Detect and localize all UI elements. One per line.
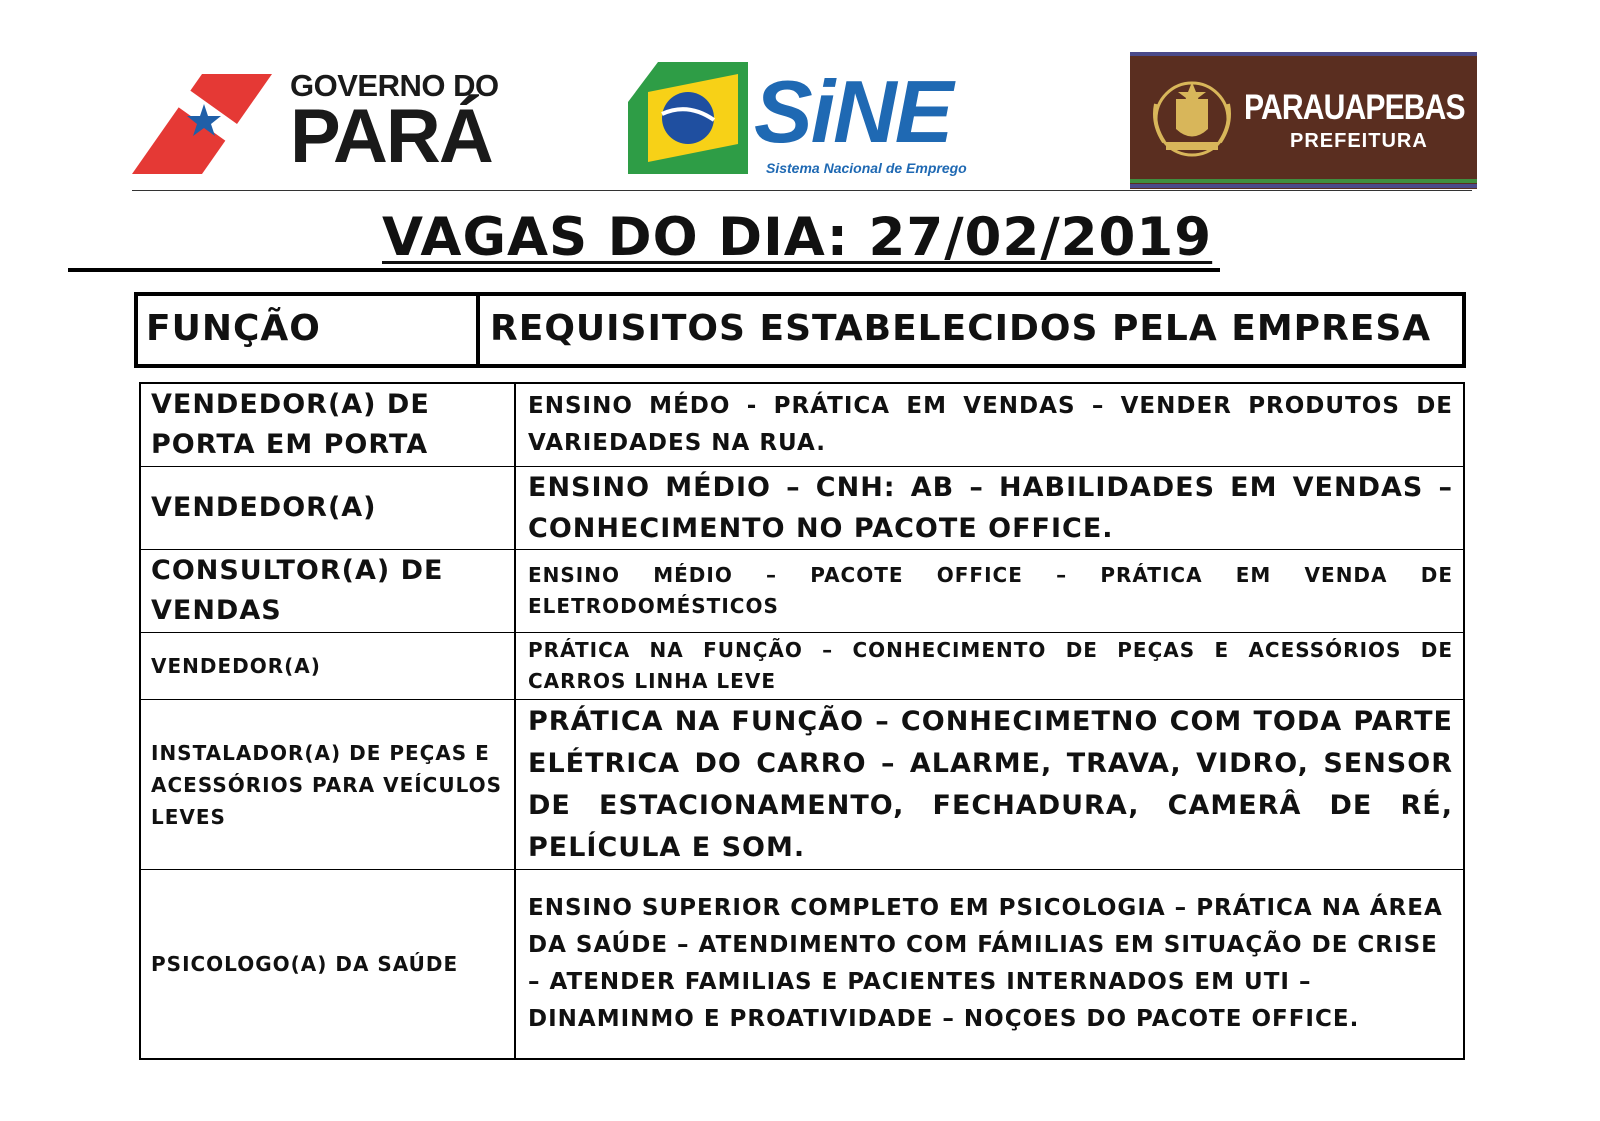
column-header-funcao-label: FUNÇÃO	[146, 308, 321, 349]
prefeitura-parauapebas-logo	[1130, 52, 1477, 189]
job-funcao: PSICOLOGO(A) DA SAÚDE	[141, 870, 516, 1058]
page-title: VAGAS DO DIA: 27/02/2019	[382, 207, 1213, 268]
column-header-funcao	[138, 296, 480, 364]
gov-line2: PARÁ	[290, 94, 492, 179]
prefeitura-subtitle: PREFEITURA	[1290, 130, 1428, 152]
job-requisitos: ENSINO SUPERIOR COMPLETO EM PSICOLOGIA – PRÁTICA NA ÁREA DA SAÚDE – ATENDIMENTO COM FÁMILIAS EM SITUAÇÃO DE CRISE – ATENDER FAMILIAS E PACIENTES INTERNADOS EM UTI – DINAMINMO E PROATIVIDADE – NOÇOES DO PACOTE OFFICE.	[528, 895, 1443, 1032]
table-header	[134, 292, 1466, 368]
job-requisitos: PRÁTICA NA FUNÇÃO – CONHECIMETNO COM TODA PARTE ELÉTRICA DO CARRO – ALARME, TRAVA, VIDRO, SENSOR DE ESTACIONAMENTO, FECHADURA, CAMERÂ DE RÉ, PELÍCULA E SOM.	[528, 705, 1453, 863]
table-row	[141, 870, 1463, 1058]
job-requisitos: ENSINO MÉDIO – PACOTE OFFICE – PRÁTICA EM VENDA DE ELETRODOMÉSTICOS	[528, 563, 1453, 618]
table-row	[141, 550, 1463, 633]
column-header-requisitos-label: REQUISITOS ESTABELECIDOS PELA EMPRESA	[490, 308, 1432, 349]
table-row	[141, 384, 1463, 467]
page-header	[132, 52, 1472, 192]
jobs-table	[139, 382, 1465, 1060]
prefeitura-name: PARAUAPEBAS	[1244, 88, 1465, 127]
job-funcao: INSTALADOR(A) DE PEÇAS E ACESSÓRIOS PARA VEÍCULOS LEVES	[141, 700, 516, 869]
gov-line1: GOVERNO DO	[290, 68, 499, 103]
column-header-requisitos	[480, 296, 1466, 364]
table-row	[141, 700, 1463, 870]
sine-emblem-icon	[628, 62, 748, 174]
job-requisitos: PRÁTICA NA FUNÇÃO – CONHECIMENTO DE PEÇAS E ACESSÓRIOS DE CARROS LINHA LEVE	[528, 638, 1453, 693]
job-funcao: VENDEDOR(A) DE PORTA EM PORTA	[141, 384, 516, 466]
table-row	[141, 633, 1463, 700]
job-funcao: CONSULTOR(A) DE VENDAS	[141, 550, 516, 632]
job-funcao: VENDEDOR(A)	[141, 633, 516, 699]
para-flag-icon	[132, 74, 272, 174]
sine-logo	[628, 62, 1008, 177]
governo-do-para-logo	[132, 62, 522, 179]
sine-word: SiNE	[754, 62, 952, 161]
title-underline	[68, 268, 1220, 272]
job-requisitos: ENSINO MÉDO - PRÁTICA EM VENDAS – VENDER PRODUTOS DE VARIEDADES NA RUA.	[528, 393, 1453, 456]
coat-of-arms-icon	[1146, 74, 1238, 164]
header-divider	[132, 190, 1472, 191]
job-funcao: VENDEDOR(A)	[141, 467, 516, 549]
sine-subtitle: Sistema Nacional de Emprego	[766, 160, 967, 176]
job-requisitos: ENSINO MÉDIO – CNH: AB – HABILIDADES EM VENDAS – CONHECIMENTO NO PACOTE OFFICE.	[528, 472, 1453, 544]
table-row	[141, 467, 1463, 550]
